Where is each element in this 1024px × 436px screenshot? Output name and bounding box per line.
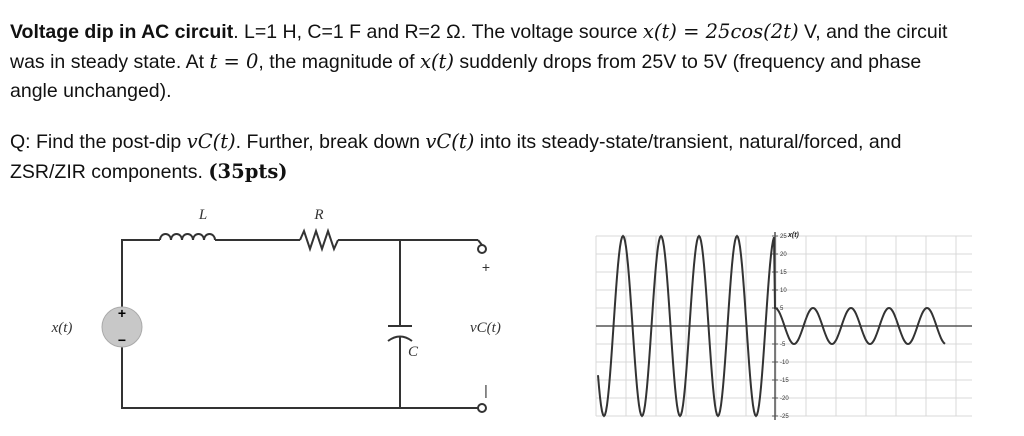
source-expression: x(t) = 25cos(2t) bbox=[642, 20, 799, 43]
problem-text-1b: V, and the circuit bbox=[798, 21, 948, 43]
y-tick-label: -5 bbox=[780, 342, 786, 348]
question-line-2: ZSR/ZIR components. bbox=[10, 161, 209, 183]
question-var-2: vC(t) bbox=[425, 130, 475, 153]
time-expression: t = 0 bbox=[209, 50, 259, 73]
problem-text-1a: . L=1 H, C=1 F and R=2 Ω. The voltage source bbox=[233, 21, 643, 43]
question-mid: . Further, break down bbox=[235, 131, 426, 153]
problem-title: Voltage dip in AC circuit bbox=[10, 21, 234, 43]
question-prefix: Q: Find the post-dip bbox=[10, 131, 187, 153]
y-tick-label: 15 bbox=[780, 270, 787, 276]
capacitor-label: C bbox=[408, 344, 419, 360]
y-tick-label: -20 bbox=[780, 396, 789, 402]
source-label: x(t) bbox=[51, 320, 73, 336]
problem-text-2c: suddenly drops from 25V to 5V (frequency and phase bbox=[454, 51, 922, 73]
problem-text-2b: , the magnitude of bbox=[258, 51, 420, 73]
source-plus-sign: + bbox=[117, 305, 127, 321]
y-tick-label: -15 bbox=[780, 378, 789, 384]
y-tick-label: 20 bbox=[780, 252, 787, 258]
y-tick-label: 25 bbox=[780, 234, 787, 240]
resistor-label: R bbox=[314, 207, 324, 223]
y-tick-label: 5 bbox=[780, 306, 784, 312]
inductor-label: L bbox=[198, 207, 208, 223]
output-plus-sign: + bbox=[481, 259, 491, 275]
problem-text-3: angle unchanged). bbox=[10, 80, 172, 102]
output-voltage-label: vC(t) bbox=[470, 320, 501, 336]
source-variable: x(t) bbox=[419, 50, 455, 73]
y-tick-label: 10 bbox=[780, 288, 787, 294]
problem-text-2a: was in steady state. At bbox=[10, 51, 210, 73]
question-suffix: into its steady-state/transient, natural/forced, and bbox=[474, 131, 902, 153]
source-minus-sign: − bbox=[117, 332, 127, 348]
question-points: (35pts) bbox=[208, 160, 288, 183]
y-tick-label: -10 bbox=[780, 360, 789, 366]
y-tick-label: -25 bbox=[780, 414, 789, 420]
output-minus-sign: | bbox=[484, 382, 488, 398]
plot-axis-label: x(t) bbox=[788, 232, 799, 239]
question-var-1: vC(t) bbox=[186, 130, 236, 153]
